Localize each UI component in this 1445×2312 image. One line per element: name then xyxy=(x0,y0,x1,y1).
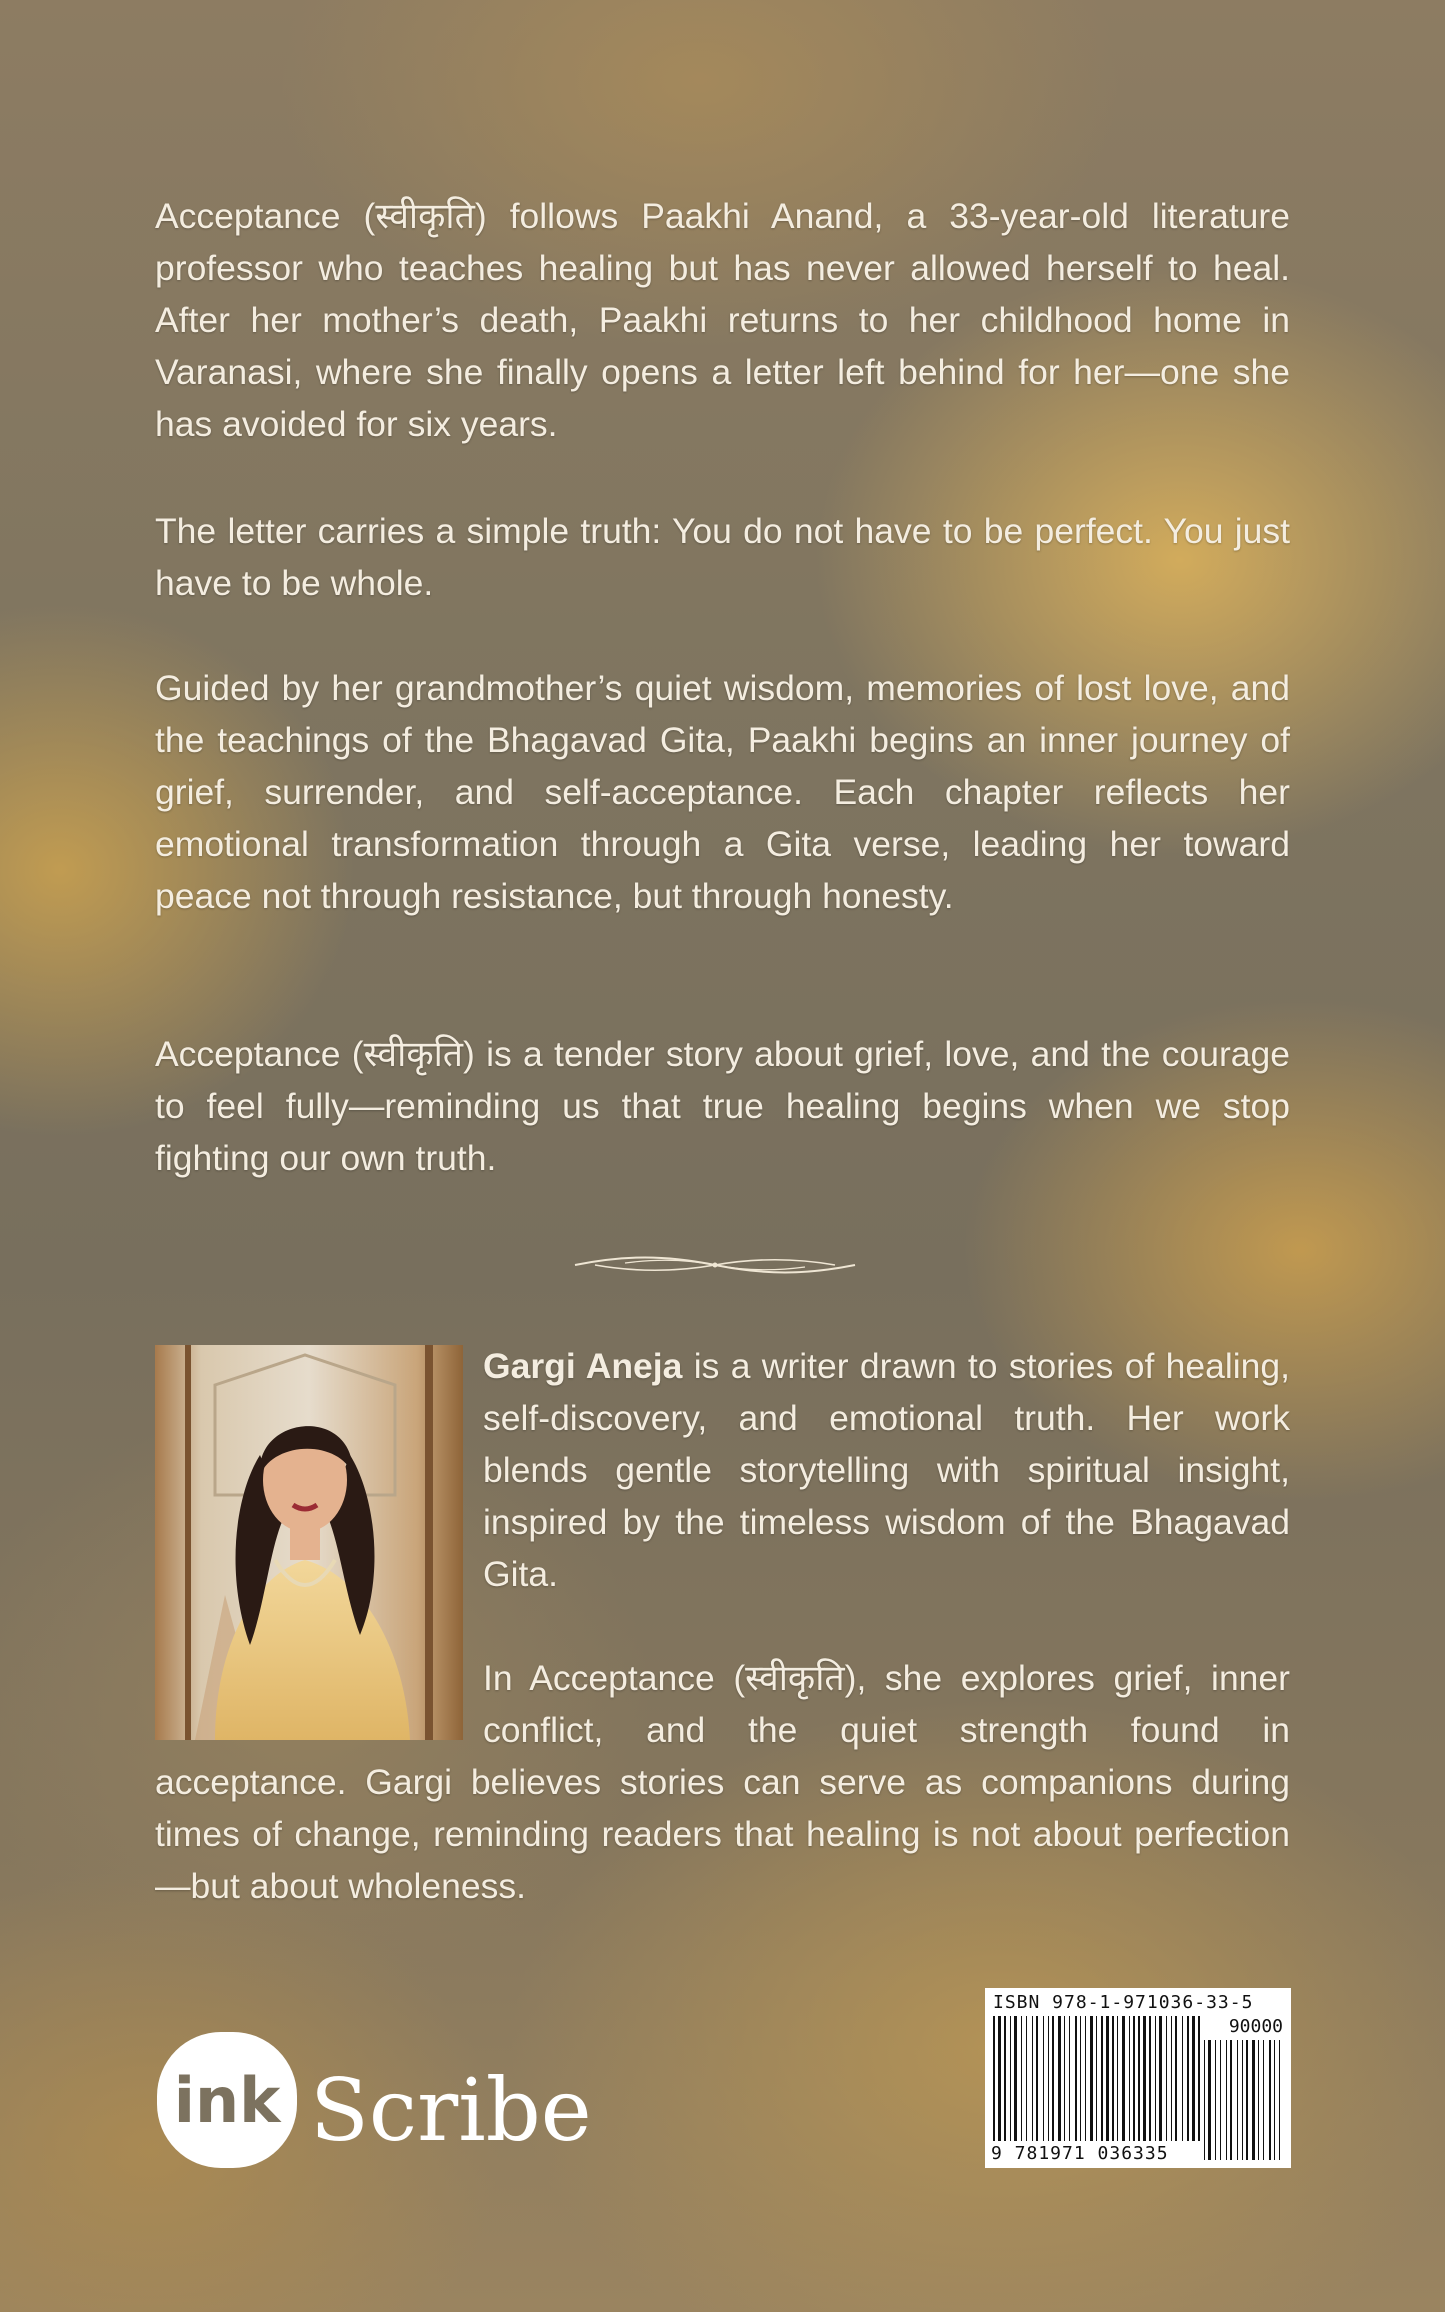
isbn-barcode xyxy=(985,1988,1291,2168)
publisher-logo-mark: ink xyxy=(173,2064,281,2137)
author-bio-paragraph-2: In Acceptance (स्वीकृति), she explores grief, inner conflict, and the quiet strength found in acceptance. Gargi believes stories can serve as companions during times of change, reminding readers that healing is not about perfection—but about wholeness. xyxy=(155,1658,1290,1906)
author-name: Gargi Aneja xyxy=(483,1346,683,1386)
ean-digits: 9 781971 036335 xyxy=(991,2143,1169,2164)
author-bio xyxy=(155,1340,1290,1912)
ornamental-divider xyxy=(565,1250,865,1280)
publisher-logo-word: Scribe xyxy=(310,2061,592,2161)
publisher-logo xyxy=(155,2030,615,2170)
blurb-paragraph-4: Acceptance (स्वीकृति) is a tender story about grief, love, and the courage to feel fully—reminding us that true healing begins when we stop fighting our own truth. xyxy=(155,1034,1290,1178)
blurb-paragraph-2: The letter carries a simple truth: You do not have to be perfect. You just have to be whole. xyxy=(155,511,1290,603)
blurb-paragraph-1: Acceptance (स्वीकृति) follows Paakhi Anand, a 33-year-old literature professor who teaches healing but has never allowed herself to heal. After her mother’s death, Paakhi returns to her childhood home in Varanasi, where she finally opens a letter left behind for her—one she has avoided for six years. xyxy=(155,196,1290,444)
isbn-label: ISBN 978-1-971036-33-5 xyxy=(993,1992,1254,2013)
price-code: 90000 xyxy=(1228,2016,1283,2037)
blurb-paragraph-3: Guided by her grandmother’s quiet wisdom, memories of lost love, and the teachings of the Bhagavad Gita, Paakhi begins an inner journey of grief, surrender, and self-acceptance. Each chapter reflects her emotional transformation through a Gita verse, leading her toward peace not through resistance, but through honesty. xyxy=(155,668,1290,916)
author-bio-text: is a writer drawn to stories of healing, self-discovery, and emotional truth. Her work blends gentle storytelling with spiritual insight, inspired by the timeless wisdom of the Bhagavad Gita. xyxy=(483,1346,1291,1594)
barcode-bars xyxy=(985,1988,1291,2168)
